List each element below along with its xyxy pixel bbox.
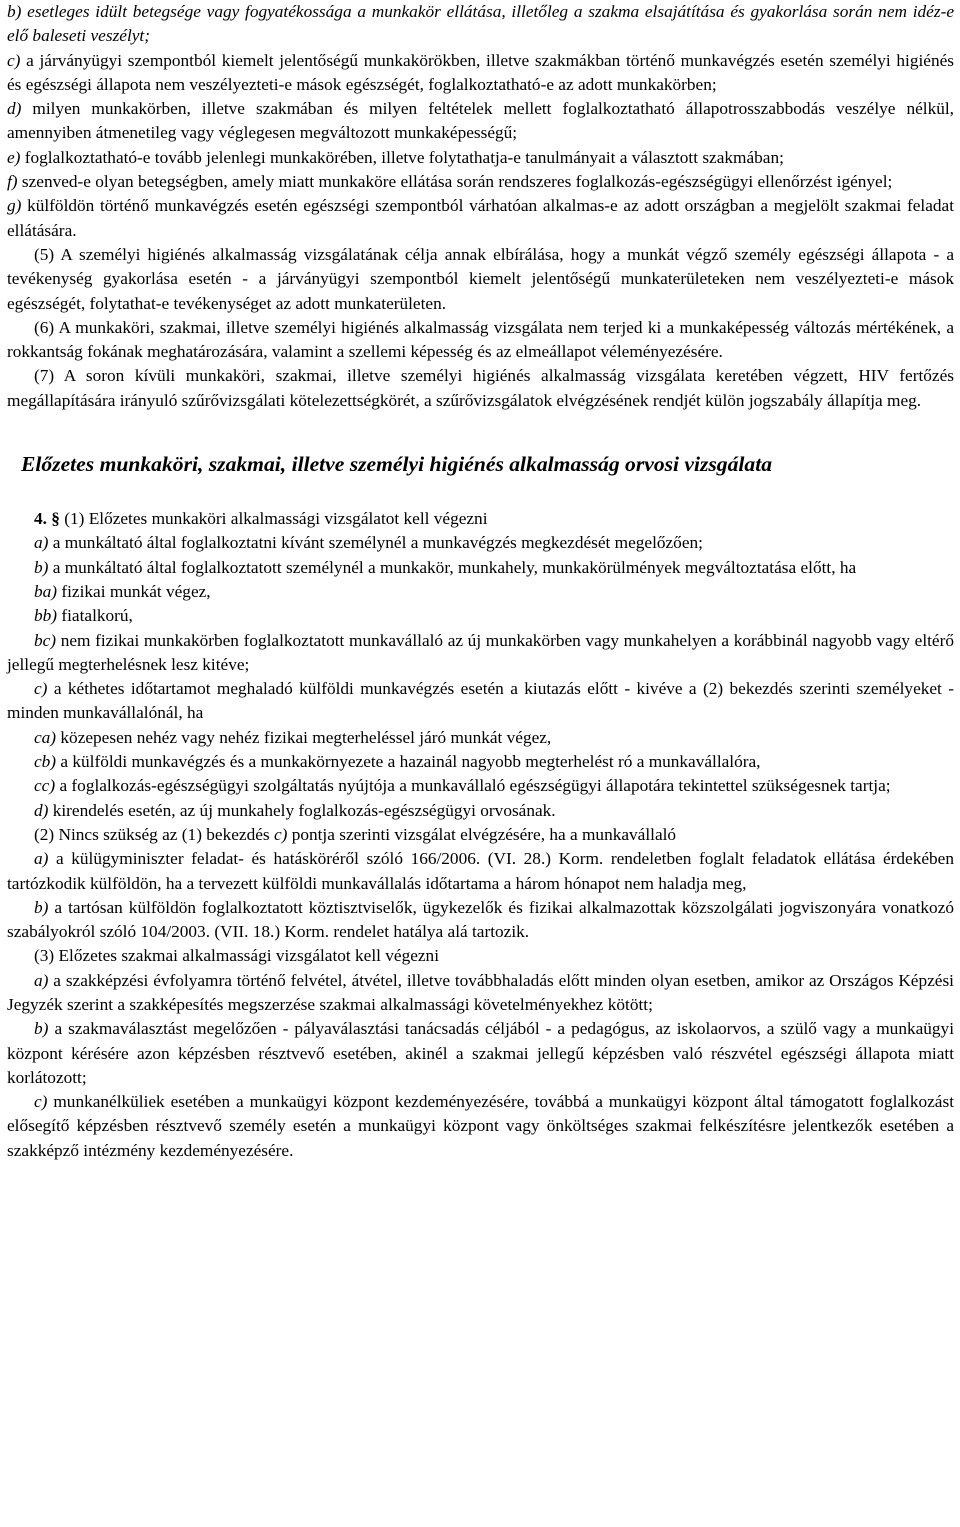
paragraph: [7, 677, 954, 726]
clause-text: közepesen nehéz vagy nehéz fizikai megterheléssel járó munkát végez,: [60, 727, 552, 747]
clause-text: (3) Előzetes szakmai alkalmassági vizsgálatot kell végezni: [34, 946, 439, 966]
paragraph: [7, 49, 954, 98]
clause-label: b): [34, 897, 49, 917]
clause-label: d): [7, 99, 22, 119]
clause-label: a): [34, 533, 49, 553]
clause-text: nem fizikai munkakörben foglalkoztatott munkavállaló az új munkakörben vagy munkahelyen a korábbinál nagyobb vagy eltérő jellegű megterhelésnek lesz kitéve;: [7, 630, 954, 674]
clause-label: cb): [34, 752, 57, 772]
clause-text: a járványügyi szempontból kiemelt jelentőségű munkakörökben, illetve szakmákban történő munkavégzés esetén személyi higiénés és egészségi állapota nem veszélyezteti-e mások egészségét, foglalkoztatható-e az adott munkakörben;: [7, 50, 954, 94]
clause-label: cc): [34, 776, 56, 796]
paragraph: [7, 194, 954, 243]
clause-text: a munkáltató által foglalkoztatott személynél a munkakör, munkahely, munkakörülmények megváltoztatása előtt, ha: [52, 557, 857, 577]
clause-text: külföldön történő munkavégzés esetén egészségi szempontból várhatóan alkalmas-e az adott országban a megjelölt szakmai feladat ellátására.: [7, 196, 954, 240]
clause-text: esetleges idült betegsége vagy fogyatékossága a munkakör ellátása, illetőleg a szakma elsajátítása és gyakorlása során nem idéz-e elő baleseti veszélyt;: [7, 2, 954, 46]
clause-label: g): [7, 196, 22, 216]
paragraph: [7, 0, 954, 49]
clause-text: a külföldi munkavégzés és a munkakörnyezete a hazainál nagyobb megterhelést ró a munkavállalóra,: [60, 752, 761, 772]
clause-label: a): [34, 970, 49, 990]
clause-label: bc): [34, 630, 57, 650]
paragraph: [7, 750, 954, 774]
clause-text: foglalkoztatható-e tovább jelenlegi munkakörében, illetve folytathatja-e tanulmányait a választott szakmában;: [24, 147, 784, 167]
paragraph: [7, 531, 954, 555]
paragraph: [7, 823, 954, 847]
section-number: 4. §: [34, 509, 60, 529]
clause-text: a munkáltató által foglalkoztatni kívánt személynél a munkavégzés megkezdését megelőzően;: [52, 533, 703, 553]
clause-label: c): [34, 679, 48, 699]
paragraph: [7, 944, 954, 968]
paragraph: [7, 364, 954, 413]
paragraph: [7, 799, 954, 823]
clause-label: ba): [34, 581, 58, 601]
clause-text: (2) Nincs szükség az (1) bekezdés: [34, 824, 270, 844]
clause-text: a tartósan külföldön foglalkoztatott köztisztviselők, ügykezelők és fizikai alkalmazottak közszolgálati jogviszonyára vonatkozó szabályokról szóló 104/2003. (VII. 18.) Korm. rendelet hatálya alá tartozik.: [7, 897, 955, 942]
paragraph: [7, 969, 954, 1018]
paragraph: [7, 97, 954, 146]
clause-label: c): [7, 50, 21, 70]
clause-label: f): [7, 172, 18, 192]
paragraph: [7, 556, 954, 580]
paragraph: [7, 580, 954, 604]
clause-label: d): [34, 800, 49, 820]
clause-text: milyen munkakörben, illetve szakmában és milyen feltételek mellett foglalkoztatható állapotrosszabbodás veszélye nélkül, amennyiben átmenetileg vagy véglegesen megváltozott munkaképességű;: [7, 99, 954, 143]
clause-text: pontja szerinti vizsgálat elvégzésére, ha a munkavállaló: [291, 824, 677, 844]
clause-label: a): [34, 849, 49, 869]
clause-list: [7, 0, 954, 413]
clause-text: (1) Előzetes munkaköri alkalmassági vizsgálatot kell végezni: [64, 509, 488, 529]
clause-text: a kéthetes időtartamot meghaladó külföldi munkavégzés esetén a kiutazás előtt - kivéve a (2) bekezdés szerinti személyeket - minden munkavállalónál, ha: [7, 679, 954, 723]
paragraph: [7, 316, 954, 365]
section-body: [7, 507, 954, 1163]
paragraph: [7, 170, 954, 194]
paragraph: [7, 507, 954, 531]
clause-text: fizikai munkát végez,: [61, 581, 211, 601]
paragraph: [7, 243, 954, 316]
clause-text: fiatalkorú,: [61, 606, 133, 626]
paragraph: [7, 1090, 954, 1163]
paragraph: [7, 1017, 954, 1090]
clause-label: e): [7, 147, 21, 167]
paragraph: [7, 629, 954, 678]
spacer: [7, 478, 954, 507]
paragraph: [7, 896, 954, 945]
clause-text: munkanélküliek esetében a munkaügyi központ kezdeményezésére, továbbá a munkaügyi központ által támogatott foglalkozást elősegítő képzésben résztvevő személy esetén a munkaügyi központ vagy önköltséges szakmai felkészítésre jelentkezők esetében a szakképző intézmény kezdeményezésére.: [7, 1092, 954, 1160]
clause-text: (7) A soron kívüli munkaköri, szakmai, illetve személyi higiénés alkalmasság vizsgálata keretében végzett, HIV fertőzés megállapítására irányuló szűrővizsgálati kötelezettségkörét, a szűrővizsgálatok elvégzésének rendjét külön jogszabály állapítja meg.: [7, 366, 954, 410]
clause-label: ca): [34, 727, 57, 747]
clause-text: a szakképzési évfolyamra történő felvétel, átvétel, illetve továbbhaladás előtt minden olyan esetben, amikor az Országos Képzési Jegyzék szerint a szakképesítés megszerzése szakmai alkalmassági követelményekhez kötött;: [7, 970, 954, 1014]
paragraph: [7, 604, 954, 628]
clause-label: c): [273, 824, 288, 844]
clause-label: b): [34, 1019, 49, 1039]
section-title: Előzetes munkaköri, szakmai, illetve személyi higiénés alkalmasság orvosi vizsgálata: [21, 452, 772, 477]
clause-text: a külügyminiszter feladat- és hatásköréről szóló 166/2006. (VI. 28.) Korm. rendeletben foglalt feladatok ellátása érdekében tartózkodik külföldön, ha a tervezett külföldi munkavállalás időtartama a három hónapot nem haladja meg,: [7, 849, 954, 893]
paragraph: [7, 726, 954, 750]
clause-text: (5) A személyi higiénés alkalmasság vizsgálatának célja annak elbírálása, hogy a munkát végző személy egészségi állapota - a tevékenység gyakorlása esetén - a járványügyi szempontból kiemelt jelentőségű munkaterületeken nem veszélyezteti-e mások egészségét, folytathat-e tevékenységet az adott munkaterületen.: [7, 244, 954, 313]
clause-text: kirendelés esetén, az új munkahely foglalkozás-egészségügyi orvosának.: [52, 800, 556, 820]
clause-text: a foglalkozás-egészségügyi szolgáltatás nyújtója a munkavállaló egészségügyi állapotára tekintettel szükségesnek tartja;: [59, 776, 891, 796]
clause-text: szenved-e olyan betegségben, amely miatt munkaköre ellátása során rendszeres foglalkozás-egészségügyi ellenőrzést igényel;: [21, 172, 893, 192]
paragraph: [7, 847, 954, 896]
paragraph: [7, 146, 954, 170]
clause-label: b): [34, 557, 49, 577]
clause-text: (6) A munkaköri, szakmai, illetve személyi higiénés alkalmasság vizsgálata nem terjed ki a munkaképesség változás mértékének, a rokkantság fokának meghatározására, valamint a szellemi képesség és az elmeállapot véleményezésére.: [7, 317, 954, 362]
clause-label: bb): [34, 606, 58, 626]
clause-label: b): [7, 2, 22, 21]
paragraph: [7, 774, 954, 798]
clause-text: a szakmaválasztást megelőzően - pályaválasztási tanácsadás céljából - a pedagógus, az iskolaorvos, a szülő vagy a munkaügyi központ kérésére azon képzésben résztvevő esetében, akinél a szakmai jellegű képzésben való részvétel egészségi állapota miatt korlátozott;: [7, 1019, 955, 1087]
clause-label: c): [34, 1092, 48, 1112]
